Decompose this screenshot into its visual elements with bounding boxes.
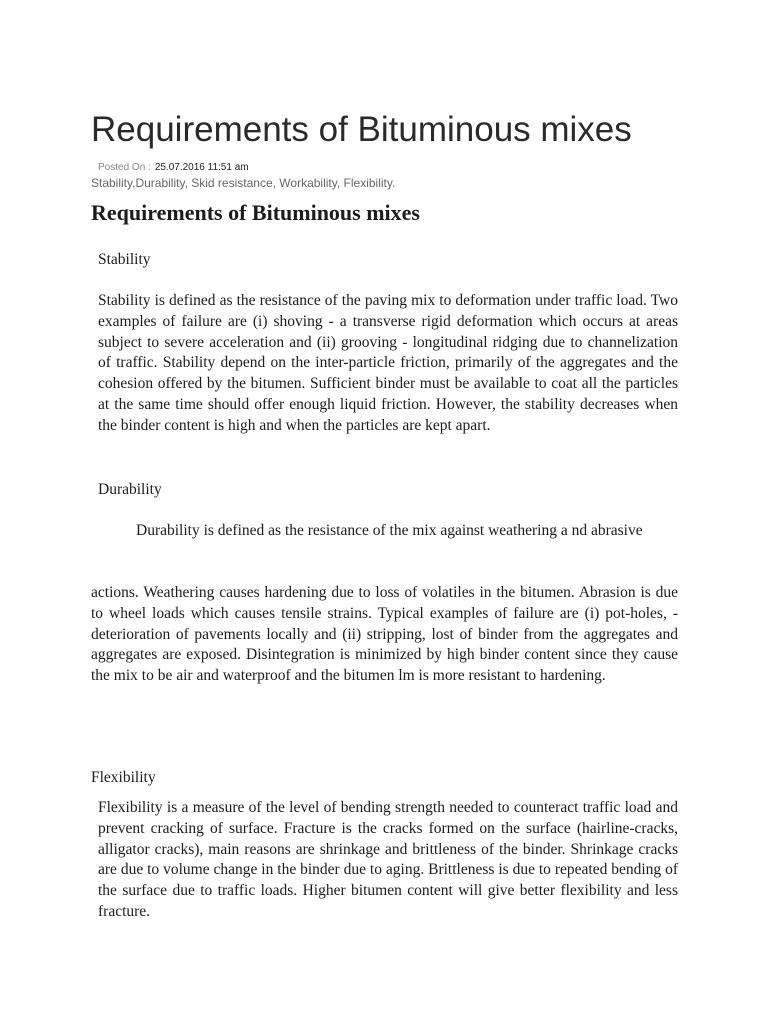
section-title-durability: Durability [98, 481, 162, 498]
document-heading: Requirements of Bituminous mixes [91, 200, 420, 225]
post-meta [98, 162, 249, 173]
section-lead-durability: Durability is defined as the resistance of the mix against weathering a nd abrasive [136, 522, 643, 539]
section-text-stability: Stability is defined as the resistance of the paving mix to deformation under traffic load. Two examples of failure are (i) shoving - a transverse rigid deformation which occurs at areas subject to severe acceleration and (ii) grooving - longitudinal ridging due to channelization of traffic. Stability depend on the inter-particle friction, primarily of the aggregates and the cohesion offered by the bitumen. Sufficient binder must be available to coat all the particles at the same time should offer enough liquid friction. However, the stability decreases when the binder content is high and when the particles are kept apart. [98, 292, 678, 434]
section-text-durability: actions. Weathering causes hardening due to loss of volatiles in the bitumen. Abrasion is due to wheel loads which causes tensile strains. Typical examples of failure are (i) pot-holes, - deterioration of pavements locally and (ii) stripping, lost of binder from the aggregates and aggregates are exposed. Disintegration is minimized by high binder content since they cause the mix to be air and waterproof and the bitumen lm is more resistant to hardening. [91, 584, 678, 685]
section-title-flexibility: Flexibility [91, 769, 156, 786]
tag-list: Stability,Durability, Skid resistance, Workability, Flexibility. [91, 176, 396, 190]
section-title-stability: Stability [98, 251, 151, 268]
posted-on-date: 25.07.2016 11:51 am [154, 162, 249, 173]
posted-on-label: Posted On : [98, 162, 151, 173]
page-title: Requirements of Bituminous mixes [91, 110, 632, 149]
section-text-flexibility: Flexibility is a measure of the level of bending strength needed to counteract traffic load and prevent cracking of surface. Fracture is the cracks formed on the surface (hairline-cracks, alligator cracks), main reasons are shrinkage and brittleness of the binder. Shrinkage cracks are due to volume change in the binder due to aging. Brittleness is due to repeated bending of the surface due to traffic loads. Higher bitumen content will give better flexibility and less fracture. [98, 799, 678, 920]
